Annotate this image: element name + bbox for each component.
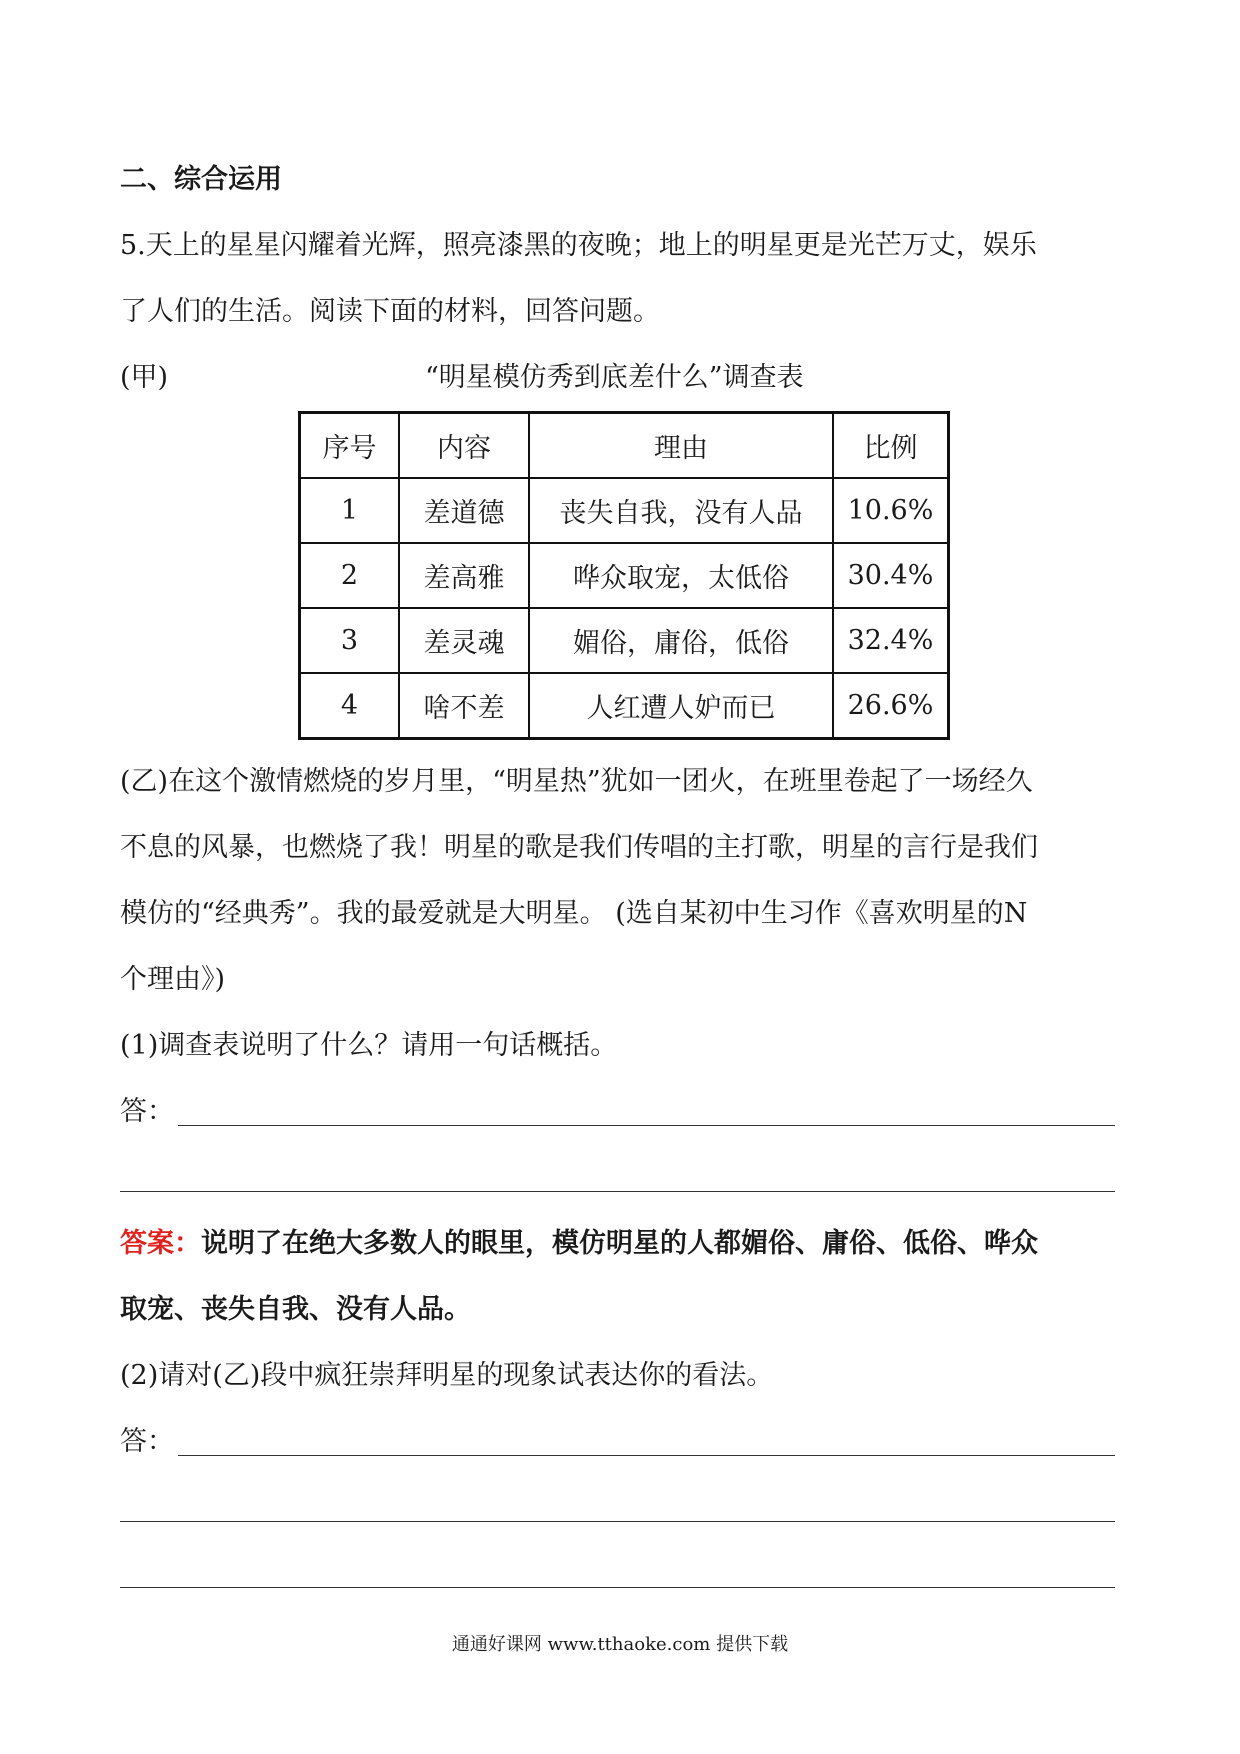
table-cell: 丧失自我，没有人品 (529, 478, 833, 543)
table-cell: 3 (300, 608, 400, 673)
answer-blank-2a[interactable] (120, 1422, 1115, 1462)
answer-underline (178, 1455, 1115, 1456)
table-cell: 差道德 (399, 478, 529, 543)
table-cell: 啥不差 (399, 673, 529, 739)
sub-question-2: (2)请对(乙)段中疯狂崇拜明星的现象试表达你的看法。 (120, 1360, 774, 1391)
answer-prefix: 答： (120, 1096, 174, 1127)
table-cell: 2 (300, 543, 400, 608)
answer-1-line-2: 取宠、丧失自我、没有人品。 (120, 1294, 471, 1325)
table-cell: 1 (300, 478, 400, 543)
answer-underline (120, 1521, 1115, 1522)
answer-blank-2b[interactable] (120, 1488, 1115, 1528)
answer-blank-1b[interactable] (120, 1158, 1115, 1198)
yi-paragraph-line-3: 模仿的“经典秀”。我的最爱就是大明星。 (选自某初中生习作《喜欢明星的N (120, 898, 1028, 929)
table-row (300, 673, 949, 739)
table-header-cell: 序号 (300, 413, 400, 479)
table-header-cell: 内容 (399, 413, 529, 479)
table-title: “明星模仿秀到底差什么”调查表 (425, 362, 804, 393)
table-header-cell: 理由 (529, 413, 833, 479)
yi-paragraph-line-4: 个理由》) (120, 964, 226, 995)
yi-paragraph-line-2: 不息的风暴，也燃烧了我！明星的歌是我们传唱的主打歌，明星的言行是我们 (120, 832, 1038, 863)
question-intro-line-2: 了人们的生活。阅读下面的材料，回答问题。 (120, 296, 660, 327)
question-intro-line-1: 5.天上的星星闪耀着光辉，照亮漆黑的夜晚；地上的明星更是光芒万丈，娱乐 (120, 230, 1037, 261)
table-row (300, 478, 949, 543)
table-cell: 32.4% (833, 608, 949, 673)
answer-tag: 答案： (120, 1228, 201, 1259)
table-cell: 26.6% (833, 673, 949, 739)
answer-prefix: 答： (120, 1426, 174, 1457)
table-cell: 差灵魂 (399, 608, 529, 673)
table-cell: 哗众取宠，太低俗 (529, 543, 833, 608)
answer-underline (120, 1587, 1115, 1588)
table-cell: 差高雅 (399, 543, 529, 608)
table-cell: 4 (300, 673, 400, 739)
answer-underline (120, 1191, 1115, 1192)
table-cell: 人红遭人妒而已 (529, 673, 833, 739)
answer-1-line-1 (120, 1224, 1038, 1264)
answer-underline (178, 1125, 1115, 1126)
page-footer: 通通好课网 www.tthaoke.com 提供下载 (451, 1634, 789, 1655)
sub-question-1: (1)调查表说明了什么？请用一句话概括。 (120, 1030, 618, 1061)
answer-blank-2c[interactable] (120, 1554, 1115, 1594)
jia-label: (甲) (120, 362, 169, 393)
table-header-row (300, 413, 949, 479)
section-heading: 二、综合运用 (120, 164, 282, 195)
survey-table (298, 411, 950, 740)
table-row (300, 543, 949, 608)
table-cell: 10.6% (833, 478, 949, 543)
answer-blank-1a[interactable] (120, 1092, 1115, 1132)
table-row (300, 608, 949, 673)
table-cell: 30.4% (833, 543, 949, 608)
table-cell: 媚俗，庸俗，低俗 (529, 608, 833, 673)
answer-text: 说明了在绝大多数人的眼里，模仿明星的人都媚俗、庸俗、低俗、哗众 (201, 1228, 1038, 1259)
yi-paragraph-line-1: (乙)在这个激情燃烧的岁月里，“明星热”犹如一团火，在班里卷起了一场经久 (120, 766, 1033, 797)
table-header-cell: 比例 (833, 413, 949, 479)
